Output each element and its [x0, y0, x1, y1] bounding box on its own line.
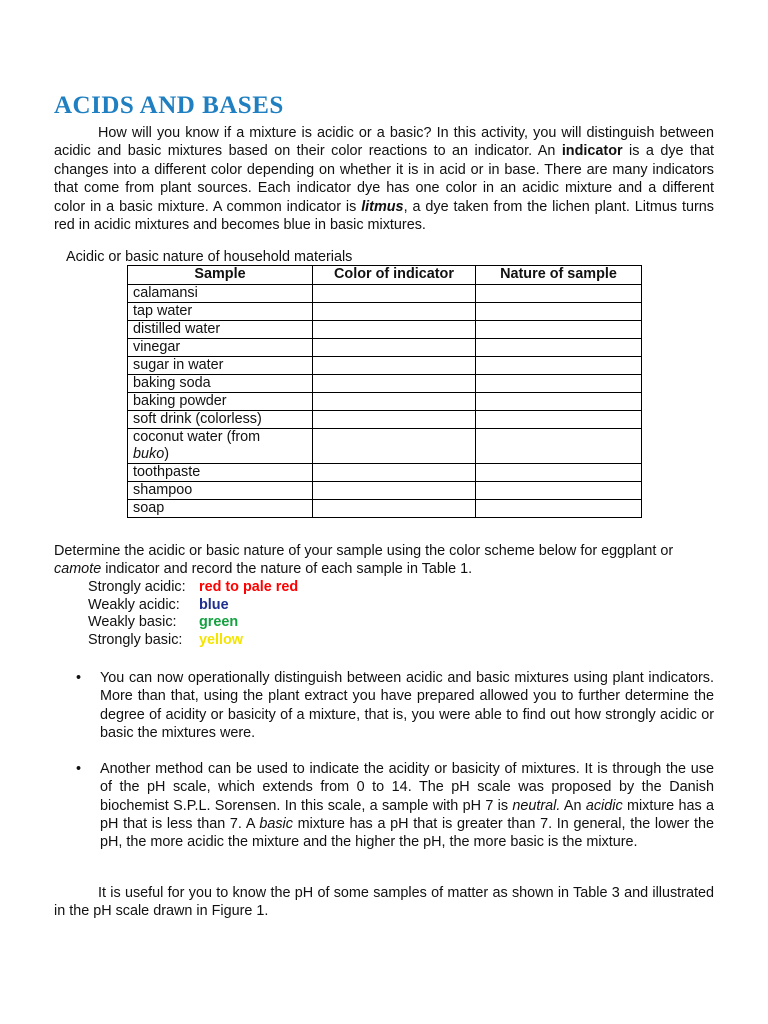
table-row: [128, 321, 642, 339]
nature-cell[interactable]: [476, 500, 642, 518]
nature-cell[interactable]: [476, 464, 642, 482]
bullet-text: Another method can be used to indicate the acidity or basicity of mixtures. It is through the use of the pH scale, which extends from 0 to 14. The pH scale was proposed by the Danish biochemist S.P.L. Sorensen. In this scale, a sample with pH 7 is neutral. An acidic mixture has a pH that is less than 7. A basic mixture has a pH that is greater than 7. In general, the lower the pH, the more acidic the mixture and the higher the pH, the more basic is the mixture.: [100, 761, 714, 851]
nature-cell[interactable]: [476, 375, 642, 393]
color-cell[interactable]: [313, 464, 476, 482]
intro-paragraph: How will you know if a mixture is acidic or a basic? In this activity, you will distinguish between acidic and basic mixtures based on their color reactions to an indicator. An indicator is a dye that changes into a different color depending on whether it is in acid or in base. There are many indicators that come from plant sources. Each indicator dye has one color in an acidic mixture and a different color in a basic mixture. A common indicator is litmus, a dye taken from the lichen plant. Litmus turns red in acidic mixtures and becomes blue in basic mixtures.: [54, 125, 714, 234]
color-cell[interactable]: [313, 375, 476, 393]
nature-cell[interactable]: [476, 411, 642, 429]
scheme-label: Strongly acidic:: [88, 579, 186, 595]
color-cell[interactable]: [313, 393, 476, 411]
bullet-item: [76, 760, 714, 851]
color-cell[interactable]: [313, 500, 476, 518]
bullet-icon: •: [76, 761, 82, 777]
scheme-label: Weakly basic:: [88, 614, 177, 631]
table-row: [128, 411, 642, 429]
term-litmus: litmus: [361, 198, 404, 215]
samples-table: [127, 265, 642, 518]
scheme-row: [88, 597, 298, 615]
table-row: [128, 482, 642, 500]
scheme-row: [88, 632, 298, 650]
scheme-row: [88, 614, 298, 632]
color-scheme: [88, 579, 298, 649]
sample-cell: baking soda: [128, 375, 313, 393]
scheme-value: blue: [199, 596, 229, 613]
header-nature: Nature of sample: [476, 266, 642, 285]
sample-cell: sugar in water: [128, 357, 313, 375]
page-title: ACIDS AND BASES: [54, 92, 284, 119]
table-caption: Acidic or basic nature of household materials: [66, 249, 353, 265]
bullet-icon: •: [76, 670, 82, 686]
bullet-item: [76, 669, 714, 742]
color-cell[interactable]: [313, 357, 476, 375]
color-cell[interactable]: [313, 411, 476, 429]
sample-cell: calamansi: [128, 285, 313, 303]
scheme-label: Weakly acidic:: [88, 596, 180, 613]
table-row: [128, 500, 642, 518]
sample-cell: distilled water: [128, 321, 313, 339]
nature-cell[interactable]: [476, 339, 642, 357]
instruction-paragraph: Determine the acidic or basic nature of your sample using the color scheme below for eggplant or camote indicator and record the nature of each sample in Table 1.: [54, 543, 674, 578]
table-row: [128, 303, 642, 321]
color-cell[interactable]: [313, 285, 476, 303]
color-cell[interactable]: [313, 321, 476, 339]
sample-cell: coconut water (from buko): [128, 429, 313, 464]
nature-cell[interactable]: [476, 303, 642, 321]
sample-cell: toothpaste: [128, 464, 313, 482]
nature-cell[interactable]: [476, 321, 642, 339]
table-row: [128, 393, 642, 411]
color-cell[interactable]: [313, 303, 476, 321]
scheme-value: red to pale red: [199, 579, 299, 595]
sample-cell: vinegar: [128, 339, 313, 357]
scheme-label: Strongly basic:: [88, 631, 183, 648]
nature-cell[interactable]: [476, 429, 642, 464]
table-row: [128, 464, 642, 482]
table-row: [128, 339, 642, 357]
scheme-value: green: [199, 614, 239, 631]
color-cell[interactable]: [313, 429, 476, 464]
scheme-value: yellow: [199, 631, 243, 648]
closing-paragraph: It is useful for you to know the pH of some samples of matter as shown in Table 3 and illustrated in the pH scale drawn in Figure 1.: [54, 885, 714, 920]
sample-cell: shampoo: [128, 482, 313, 500]
color-cell[interactable]: [313, 482, 476, 500]
color-cell[interactable]: [313, 339, 476, 357]
scheme-row: [88, 579, 298, 597]
sample-cell: baking powder: [128, 393, 313, 411]
sample-cell: soap: [128, 500, 313, 518]
nature-cell[interactable]: [476, 357, 642, 375]
term-indicator: indicator: [561, 143, 623, 160]
header-sample: Sample: [128, 266, 313, 285]
table-header-row: [128, 266, 642, 285]
nature-cell[interactable]: [476, 285, 642, 303]
bullet-text: You can now operationally distinguish between acidic and basic mixtures using plant indicators. More than that, using the plant extract you have prepared allowed you to further determine the degree of acidity or basicity of a mixture, that is, you were able to find out how strongly acidic or basic the mixtures were.: [100, 670, 714, 741]
table-row: [128, 429, 642, 464]
table-row: [128, 285, 642, 303]
sample-cell: tap water: [128, 303, 313, 321]
sample-cell: soft drink (colorless): [128, 411, 313, 429]
table-row: [128, 357, 642, 375]
nature-cell[interactable]: [476, 482, 642, 500]
nature-cell[interactable]: [476, 393, 642, 411]
table-row: [128, 375, 642, 393]
header-color: Color of indicator: [313, 266, 476, 285]
